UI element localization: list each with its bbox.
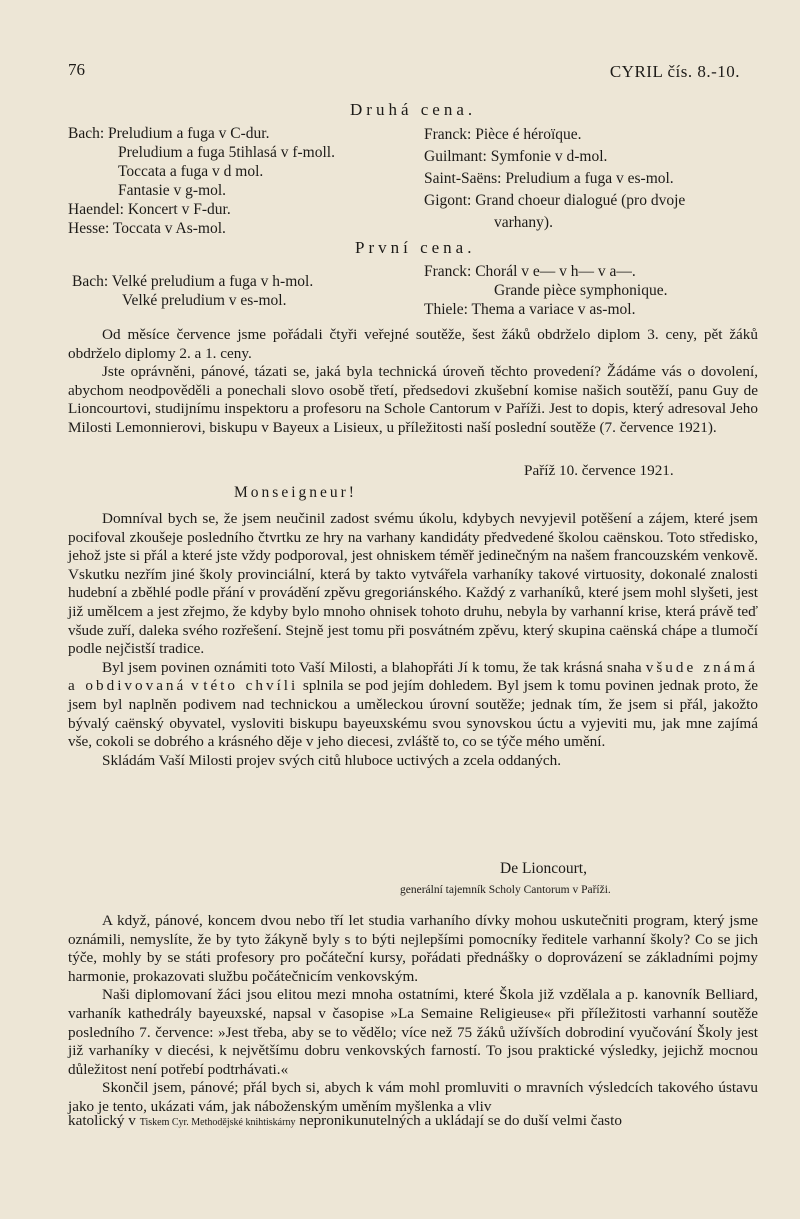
- letter-body: [68, 510, 758, 770]
- page-number: 76: [68, 60, 85, 79]
- repertoire-item: Gigont: Grand choeur dialogué (pro dvoje: [424, 192, 686, 209]
- repertoire-item: Franck: Chorál v e— v h— v a—.: [424, 263, 636, 280]
- repertoire-item: Preludium a fuga 5tihlasá v f-moll.: [118, 144, 335, 161]
- closing-text: [68, 912, 758, 1117]
- first-prize-heading: První cena.: [355, 238, 476, 257]
- repertoire-item: Haendel: Koncert v F-dur.: [68, 201, 231, 218]
- footer-text: nepronikunutelných a ukládají se do duší velmi často: [299, 1112, 622, 1129]
- paragraph: Naši diplomovaní žáci jsou elitou mezi mnoha ostatními, které Škola již vzdělala a p. kanovník Belliard, varhaník kathedrály bayeuxské, napsal v časopise »La Semaine Religieuse« při příležitosti varhanní soutěže posledního 7. července: »Jest třeba, aby se to vědělo; více než 75 žáků užívších dobrodiní vyučování Školy jest již varhaníky v diecési, k největšímu dobru venkovských farností. To jsou praktické výsledky, jejichž mocnou důležitost není potřebí podtrhávati.«: [68, 986, 758, 1078]
- intro-text: [68, 326, 758, 438]
- paragraph: Skončil jsem, pánové; přál bych si, abych k vám mohl promluviti o mravních výsledcích takového ústavu jako je tento, ukázati vám, jak náboženským uměním myšlenka a vliv: [68, 1079, 758, 1115]
- text-run: v: [186, 677, 204, 695]
- spaced-emphasis: všude známá a obdivovaná: [68, 658, 759, 695]
- footer-text: katolický v: [68, 1112, 136, 1129]
- letter-greeting: Monseigneur!: [234, 484, 357, 501]
- footer-line: [68, 1112, 758, 1130]
- second-prize-heading: Druhá cena.: [350, 100, 477, 119]
- text-run: splnila se pod jejím dohledem. Byl jsem k tomu povinen jednak proto, že jsem byl naplněn podivem nad technickou a uměleckou úrovní soutěže; jednak tím, že jsem si přál, jakožto bývalý caënský obyvatel, vysloviti biskupu bayeuxskému svou synovskou úctu a vyjeviti mu, jak mne zajímá vše, cokoli se dobrého a krásného děje v jeho diecesi, zvláště to, co se týče mého umění.: [68, 677, 758, 751]
- running-header: CYRIL čís. 8.-10.: [609, 62, 740, 81]
- spaced-emphasis: této chvíli: [203, 677, 299, 695]
- repertoire-item: varhany).: [494, 214, 553, 231]
- second-prize-left-list: [68, 124, 335, 238]
- paragraph: Od měsíce července jsme pořádali čtyři veřejné soutěže, šest žáků obdrželo diplom 3. ceny, pět žáků obdrželo diplomy 2. a 1. ceny.: [68, 326, 758, 362]
- repertoire-item: Toccata a fuga v d mol.: [118, 163, 264, 180]
- repertoire-item: Bach: Preludium a fuga v C-dur.: [68, 125, 270, 142]
- repertoire-item: Saint-Saëns: Preludium a fuga v es-mol.: [424, 170, 674, 187]
- repertoire-item: Guilmant: Symfonie v d-mol.: [424, 148, 608, 165]
- letter-dateline: Paříž 10. července 1921.: [524, 462, 674, 479]
- repertoire-item: Hesse: Toccata v As-mol.: [68, 220, 226, 237]
- repertoire-item: Bach: Velké preludium a fuga v h-mol.: [72, 273, 314, 290]
- text-run: Byl jsem povinen oznámiti toto Vaší Milosti, a blahopřáti Jí k tomu, že tak krásná snaha: [102, 658, 646, 676]
- paragraph: Domníval bych se, že jsem neučinil zadost svému úkolu, kdybych nevyjevil potěšení a zájem, které jsem pocifoval zkoušeje posledního čtvrtku ze hry na varhany kandidáty předvedené školou caënskou. Toto středisko, jehož jste si přál a které jste vždy podporoval, jest ohniskem téměř jedinečným na našem francouzském venkově. Vskutku nezřím jiné školy provinciální, která by takto vytvářela varhaníky takové virtuosity, dokonalé znalosti hudební a zběhlé podle přání v provádění zpěvu gregoriánského. Každý z varhaníků, které jsem mohl slyšeti, jest již umělcem a jest zřejmo, že kdyby bylo mnoho ohnisek tohoto druhu, nebyla by varhanní krise, která právě teď všude zuří, daleka svého rozřešení. Stejně jest tomu při posvátném zpěvu, který skupina caënská chápe a tlumočí podle nejčistší tradice.: [68, 510, 758, 658]
- repertoire-item: Grande pièce symphonique.: [494, 282, 668, 299]
- paragraph: Jste oprávněni, pánové, tázati se, jaká byla technická úroveň těchto provedení? Žádáme vás o dovolení, abychom neodpověděli a ponechali slovo osobě třetí, předsedovi zkušební komise našich soutěží, panu Guy de Lioncourtovi, studijnímu inspektoru a profesoru na Schole Cantorum v Paříži. Jest to dopis, který adresoval Jeho Milosti Lemonnierovi, biskupu v Bayeux a Lisieux, u příležitosti naší poslední soutěže (7. července 1921).: [68, 363, 758, 436]
- signature-role: generální tajemník Scholy Cantorum v Paříži.: [400, 884, 611, 896]
- repertoire-item: Fantasie v g-mol.: [118, 182, 227, 199]
- repertoire-item: Thiele: Thema a variace v as-mol.: [424, 301, 636, 318]
- printer-imprint: Tiskem Cyr. Methodějské knihtiskárny: [139, 1117, 296, 1128]
- first-prize-right-list: [424, 262, 667, 319]
- first-prize-left-list: [72, 272, 313, 310]
- paragraph: Skládám Vaší Milosti projev svých citů hluboce uctivých a zcela oddaných.: [102, 751, 562, 769]
- repertoire-item: Franck: Pièce é héroïque.: [424, 126, 582, 143]
- letter-signature: De Lioncourt,: [500, 860, 587, 877]
- paragraph: A když, pánové, koncem dvou nebo tří let studia varhaního dívky mohou uskutečniti program, který jsme oznámili, nemyslíte, že by tyto žákyně byly s to býti nejlepšími pomocníky ředitele varhanní školy? Co se jich týče, mohly by se státi profesory pro počáteční kursy, pořádati přednášky o doprovázení se základními pojmy harmonie, prokazovati službu počátečnicím venkovským.: [68, 912, 758, 985]
- second-prize-right-list: [424, 124, 685, 234]
- repertoire-item: Velké preludium v es-mol.: [122, 292, 287, 309]
- paragraph: [68, 659, 758, 752]
